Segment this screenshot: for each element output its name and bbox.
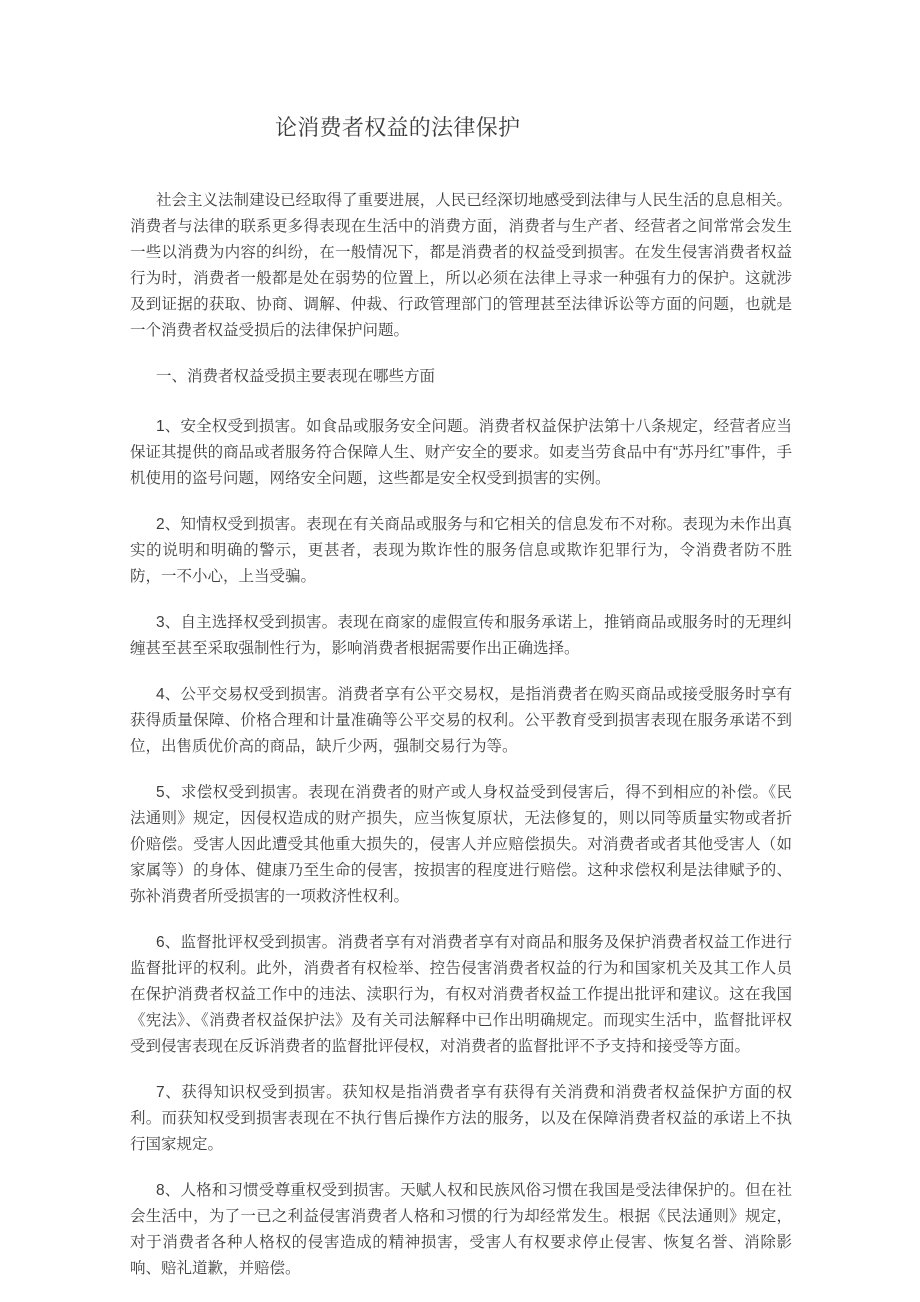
list-item-4: 4、公平交易权受到损害。消费者享有公平交易权，是指消费者在购买商品或接受服务时享有获得质量保障、价格合理和计量准确等公平交易的权利。公平教育受到损害表现在服务承诺不到位，出售质优价高的商品，缺斤少两，强制交易行为等。: [130, 686, 792, 755]
list-item-7: 7、获得知识权受到损害。获知权是指消费者享有获得有关消费和消费者权益保护方面的权利。而获知权受到损害表现在不执行售后操作方法的服务，以及在保障消费者权益的承诺上不执行国家规定。: [130, 1084, 792, 1153]
list-item-2: 2、知情权受到损害。表现在有关商品或服务与和它相关的信息发布不对称。表现为未作出真实的说明和明确的警示，更甚者，表现为欺诈性的服务信息或欺诈犯罪行为，令消费者防不胜防，一不小心，上当受骗。: [130, 516, 792, 585]
list-item-1: 1、安全权受到损害。如食品或服务安全问题。消费者权益保护法第十八条规定，经营者应当保证其提供的商品或者服务符合保障人生、财产安全的要求。如麦当劳食品中有“苏丹红”事件，手机使用的盗号问题，网络安全问题，这些都是安全权受到损害的实例。: [130, 418, 792, 487]
list-item-5: 5、求偿权受到损害。表现在消费者的财产或人身权益受到侵害后，得不到相应的补偿。《民法通则》规定，因侵权造成的财产损失，应当恢复原状，无法修复的，则以同等质量实物或者折价赔偿。受害人因此遭受其他重大损失的，侵害人并应赔偿损失。对消费者或者其他受害人（如家属等）的身体、健康乃至生命的侵害，按损害的程度进行赔偿。这种求偿权利是法律赋予的、弥补消费者所受损害的一项救济性权利。: [130, 784, 792, 905]
intro-paragraph: 社会主义法制建设已经取得了重要进展，人民已经深切地感受到法律与人民生活的息息相关。消费者与法律的联系更多得表现在生活中的消费方面，消费者与生产者、经营者之间常常会发生一些以消费为内容的纠纷，在一般情况下，都是消费者的权益受到损害。在发生侵害消费者权益行为时，消费者一般都是处在弱势的位置上，所以必须在法律上寻求一种强有力的保护。这就涉及到证据的获取、协商、调解、仲裁、行政管理部门的管理甚至法律诉讼等方面的问题，也就是一个消费者权益受损后的法律保护问题。: [130, 192, 792, 339]
page-title: 论消费者权益的法律保护: [275, 115, 521, 140]
list-item-6: 6、监督批评权受到损害。消费者享有对消费者享有对商品和服务及保护消费者权益工作进行监督批评的权利。此外，消费者有权检举、控告侵害消费者权益的行为和国家机关及其工作人员在保护消费者权益工作中的违法、渎职行为，有权对消费者权益工作提出批评和建议。这在我国《宪法》、《消费者权益保护法》及有关司法解释中已作出明确规定。而现实生活中，监督批评权受到侵害表现在反诉消费者的监督批评侵权，对消费者的监督批评不予支持和接受等方面。: [130, 934, 792, 1055]
list-item-3: 3、自主选择权受到损害。表现在商家的虚假宣传和服务承诺上，推销商品或服务时的无理纠缠甚至甚至采取强制性行为，影响消费者根据需要作出正确选择。: [130, 614, 792, 657]
list-item-8: 8、人格和习惯受尊重权受到损害。天赋人权和民族风俗习惯在我国是受法律保护的。但在社会生活中，为了一已之利益侵害消费者人格和习惯的行为却经常发生。根据《民法通则》规定，对于消费者各种人格权的侵害造成的精神损害，受害人有权要求停止侵害、恢复名誉、消除影响、赔礼道歉，并赔偿。: [130, 1182, 792, 1277]
section-heading: 一、消费者权益受损主要表现在哪些方面: [156, 368, 436, 385]
document-content: [130, 0, 792, 1302]
